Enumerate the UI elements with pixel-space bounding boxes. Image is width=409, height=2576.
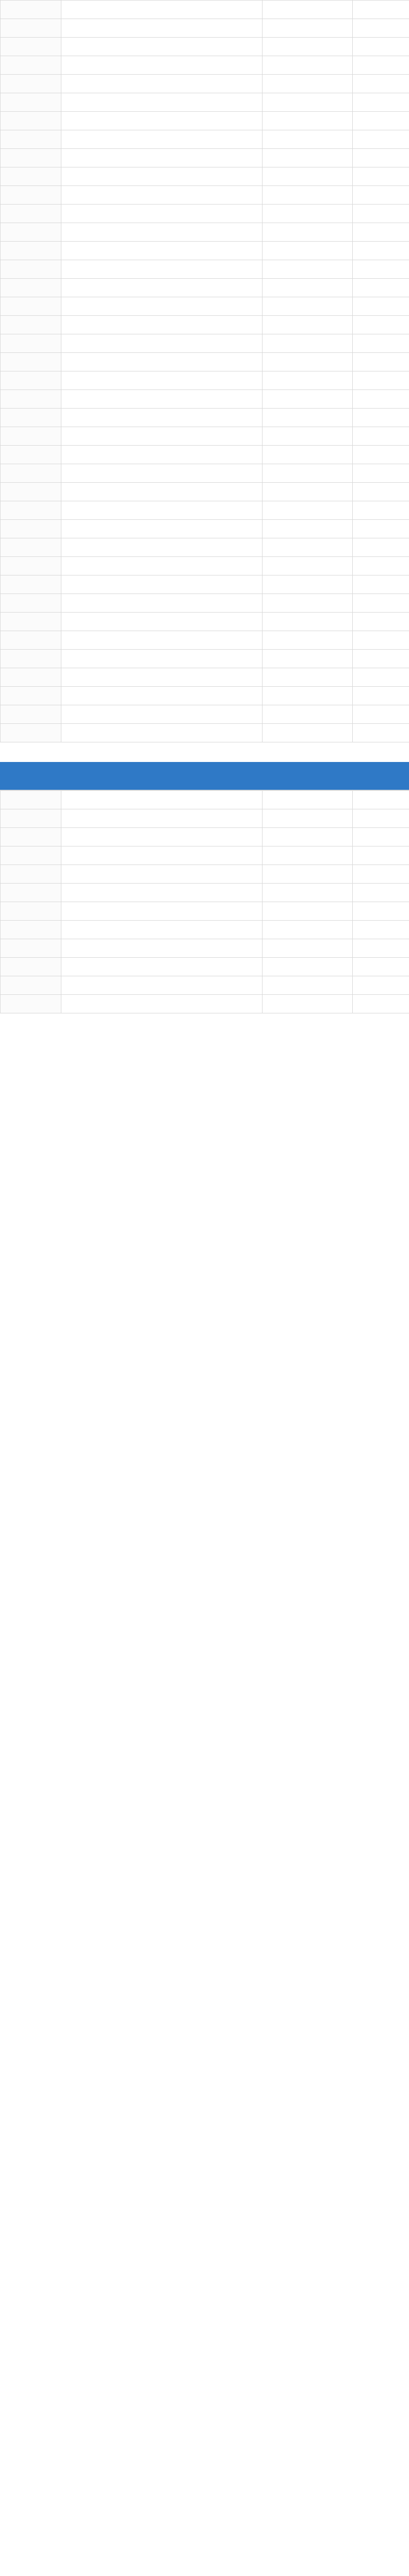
price-cell <box>263 353 353 371</box>
name-cell <box>61 668 263 687</box>
price-cell <box>263 724 353 742</box>
region-cell <box>1 75 61 93</box>
change-cell <box>353 921 409 939</box>
price-cell <box>263 205 353 223</box>
region-cell <box>1 409 61 427</box>
table-row <box>1 846 409 865</box>
region-cell <box>1 687 61 705</box>
change-cell <box>353 995 409 1013</box>
table-row <box>1 705 409 724</box>
name-cell <box>61 75 263 93</box>
table-row <box>1 38 409 56</box>
change-cell <box>353 409 409 427</box>
price-cell <box>263 446 353 464</box>
price-cell <box>263 223 353 242</box>
table-row <box>1 409 409 427</box>
price-cell <box>263 884 353 902</box>
region-cell <box>1 575 61 594</box>
region-cell <box>1 668 61 687</box>
region-cell <box>1 865 61 884</box>
table-row <box>1 520 409 538</box>
change-cell <box>353 75 409 93</box>
price-cell <box>263 279 353 297</box>
region-cell <box>1 594 61 613</box>
change-cell <box>353 557 409 575</box>
name-cell <box>61 93 263 112</box>
change-cell <box>353 791 409 809</box>
table-row <box>1 186 409 205</box>
change-cell <box>353 19 409 38</box>
price-cell <box>263 186 353 205</box>
change-cell <box>353 828 409 846</box>
name-cell <box>61 791 263 809</box>
region-cell <box>1 828 61 846</box>
change-cell <box>353 809 409 828</box>
region-cell <box>1 130 61 149</box>
name-cell <box>61 594 263 613</box>
table-row <box>1 668 409 687</box>
change-cell <box>353 613 409 631</box>
table-row <box>1 557 409 575</box>
region-cell <box>1 93 61 112</box>
price-cell <box>263 650 353 668</box>
name-cell <box>61 884 263 902</box>
change-cell <box>353 427 409 446</box>
name-cell <box>61 865 263 884</box>
price-cell <box>263 334 353 353</box>
table-row <box>1 279 409 297</box>
name-cell <box>61 995 263 1013</box>
name-cell <box>61 1 263 19</box>
price-cell <box>263 828 353 846</box>
table-row <box>1 167 409 186</box>
price-cell <box>263 501 353 520</box>
region-cell <box>1 223 61 242</box>
name-cell <box>61 921 263 939</box>
name-cell <box>61 613 263 631</box>
change-cell <box>353 865 409 884</box>
name-cell <box>61 353 263 371</box>
price-cell <box>263 865 353 884</box>
change-cell <box>353 260 409 279</box>
table-row <box>1 995 409 1013</box>
change-cell <box>353 501 409 520</box>
price-cell <box>263 75 353 93</box>
table-row <box>1 464 409 483</box>
region-cell <box>1 353 61 371</box>
price-cell <box>263 149 353 167</box>
region-cell <box>1 242 61 260</box>
name-cell <box>61 650 263 668</box>
change-cell <box>353 464 409 483</box>
price-cell <box>263 316 353 334</box>
name-cell <box>61 149 263 167</box>
region-cell <box>1 167 61 186</box>
region-cell <box>1 958 61 976</box>
table-row <box>1 242 409 260</box>
region-cell <box>1 149 61 167</box>
change-cell <box>353 56 409 75</box>
change-cell <box>353 223 409 242</box>
name-cell <box>61 846 263 865</box>
region-cell <box>1 279 61 297</box>
price-cell <box>263 557 353 575</box>
table-row <box>1 613 409 631</box>
region-cell <box>1 38 61 56</box>
name-cell <box>61 130 263 149</box>
name-cell <box>61 38 263 56</box>
change-cell <box>353 976 409 995</box>
table-row <box>1 538 409 557</box>
price-cell <box>263 958 353 976</box>
region-cell <box>1 557 61 575</box>
price-cell <box>263 1 353 19</box>
name-cell <box>61 427 263 446</box>
price-cell <box>263 687 353 705</box>
region-cell <box>1 809 61 828</box>
price-cell <box>263 705 353 724</box>
region-cell <box>1 902 61 921</box>
table-row <box>1 446 409 464</box>
change-cell <box>353 594 409 613</box>
change-cell <box>353 93 409 112</box>
region-cell <box>1 520 61 538</box>
table-row <box>1 205 409 223</box>
region-cell <box>1 538 61 557</box>
region-cell <box>1 791 61 809</box>
region-cell <box>1 427 61 446</box>
region-cell <box>1 446 61 464</box>
change-cell <box>353 279 409 297</box>
change-cell <box>353 446 409 464</box>
price-cell <box>263 976 353 995</box>
name-cell <box>61 724 263 742</box>
region-cell <box>1 464 61 483</box>
table-row <box>1 884 409 902</box>
price-cell <box>263 427 353 446</box>
price-cell <box>263 19 353 38</box>
table-row <box>1 631 409 650</box>
name-cell <box>61 538 263 557</box>
price-cell <box>263 594 353 613</box>
region-cell <box>1 334 61 353</box>
table-row <box>1 56 409 75</box>
price-cell <box>263 112 353 130</box>
change-cell <box>353 483 409 501</box>
price-cell <box>263 56 353 75</box>
change-cell <box>353 371 409 390</box>
price-cell <box>263 242 353 260</box>
change-cell <box>353 38 409 56</box>
table-row <box>1 724 409 742</box>
price-cell <box>263 483 353 501</box>
change-cell <box>353 650 409 668</box>
region-cell <box>1 921 61 939</box>
table-row <box>1 865 409 884</box>
table-row <box>1 353 409 371</box>
change-cell <box>353 631 409 650</box>
table-row <box>1 260 409 279</box>
name-cell <box>61 371 263 390</box>
table-row <box>1 427 409 446</box>
name-cell <box>61 705 263 724</box>
region-cell <box>1 205 61 223</box>
change-cell <box>353 297 409 316</box>
name-cell <box>61 464 263 483</box>
price-cell <box>263 93 353 112</box>
region-cell <box>1 884 61 902</box>
name-cell <box>61 334 263 353</box>
name-cell <box>61 297 263 316</box>
table-row <box>1 809 409 828</box>
region-cell <box>1 976 61 995</box>
name-cell <box>61 828 263 846</box>
name-cell <box>61 260 263 279</box>
name-cell <box>61 976 263 995</box>
table-row <box>1 149 409 167</box>
table-row <box>1 828 409 846</box>
region-cell <box>1 186 61 205</box>
table-row <box>1 371 409 390</box>
change-cell <box>353 958 409 976</box>
name-cell <box>61 520 263 538</box>
price-cell <box>263 371 353 390</box>
price-cell <box>263 668 353 687</box>
table-row <box>1 501 409 520</box>
region-cell <box>1 631 61 650</box>
table-row <box>1 334 409 353</box>
name-cell <box>61 186 263 205</box>
section-gap <box>0 742 409 762</box>
change-cell <box>353 687 409 705</box>
price-cell <box>263 167 353 186</box>
name-cell <box>61 167 263 186</box>
change-cell <box>353 390 409 409</box>
change-cell <box>353 112 409 130</box>
price-cell <box>263 613 353 631</box>
recycled-material-price-table <box>0 0 409 742</box>
change-cell <box>353 130 409 149</box>
change-cell <box>353 353 409 371</box>
price-cell <box>263 260 353 279</box>
change-cell <box>353 334 409 353</box>
price-cell <box>263 846 353 865</box>
table-row <box>1 93 409 112</box>
name-cell <box>61 223 263 242</box>
price-cell <box>263 809 353 828</box>
name-cell <box>61 557 263 575</box>
change-cell <box>353 167 409 186</box>
change-cell <box>353 724 409 742</box>
name-cell <box>61 112 263 130</box>
region-cell <box>1 297 61 316</box>
table-row <box>1 958 409 976</box>
table-row <box>1 902 409 921</box>
price-cell <box>263 464 353 483</box>
name-cell <box>61 390 263 409</box>
table-row <box>1 316 409 334</box>
change-cell <box>353 316 409 334</box>
name-cell <box>61 687 263 705</box>
pp-section-title <box>0 762 409 790</box>
price-cell <box>263 575 353 594</box>
price-cell <box>263 631 353 650</box>
table-row <box>1 483 409 501</box>
price-cell <box>263 390 353 409</box>
table-row <box>1 1 409 19</box>
region-cell <box>1 1 61 19</box>
price-cell <box>263 791 353 809</box>
table-row <box>1 939 409 958</box>
name-cell <box>61 205 263 223</box>
table-row <box>1 594 409 613</box>
table-row <box>1 130 409 149</box>
table-row <box>1 390 409 409</box>
name-cell <box>61 242 263 260</box>
table-row <box>1 650 409 668</box>
change-cell <box>353 538 409 557</box>
change-cell <box>353 186 409 205</box>
region-cell <box>1 371 61 390</box>
region-cell <box>1 19 61 38</box>
table-row <box>1 19 409 38</box>
change-cell <box>353 520 409 538</box>
table-row <box>1 976 409 995</box>
region-cell <box>1 390 61 409</box>
price-cell <box>263 538 353 557</box>
change-cell <box>353 205 409 223</box>
region-cell <box>1 705 61 724</box>
region-cell <box>1 995 61 1013</box>
region-cell <box>1 724 61 742</box>
table-row <box>1 297 409 316</box>
change-cell <box>353 884 409 902</box>
price-cell <box>263 520 353 538</box>
change-cell <box>353 149 409 167</box>
price-cell <box>263 297 353 316</box>
name-cell <box>61 409 263 427</box>
change-cell <box>353 242 409 260</box>
name-cell <box>61 958 263 976</box>
price-cell <box>263 130 353 149</box>
name-cell <box>61 939 263 958</box>
change-cell <box>353 575 409 594</box>
price-cell <box>263 902 353 921</box>
name-cell <box>61 19 263 38</box>
name-cell <box>61 446 263 464</box>
name-cell <box>61 483 263 501</box>
pp-price-table <box>0 790 409 1013</box>
region-cell <box>1 613 61 631</box>
table-row <box>1 223 409 242</box>
change-cell <box>353 1 409 19</box>
name-cell <box>61 902 263 921</box>
region-cell <box>1 56 61 75</box>
name-cell <box>61 279 263 297</box>
table-row <box>1 75 409 93</box>
table-row <box>1 112 409 130</box>
region-cell <box>1 846 61 865</box>
change-cell <box>353 939 409 958</box>
price-cell <box>263 939 353 958</box>
name-cell <box>61 501 263 520</box>
change-cell <box>353 705 409 724</box>
price-cell <box>263 409 353 427</box>
region-cell <box>1 316 61 334</box>
table-row <box>1 791 409 809</box>
name-cell <box>61 575 263 594</box>
name-cell <box>61 56 263 75</box>
region-cell <box>1 501 61 520</box>
change-cell <box>353 846 409 865</box>
region-cell <box>1 260 61 279</box>
table-row <box>1 921 409 939</box>
region-cell <box>1 112 61 130</box>
name-cell <box>61 809 263 828</box>
change-cell <box>353 668 409 687</box>
price-cell <box>263 921 353 939</box>
region-cell <box>1 650 61 668</box>
price-cell <box>263 995 353 1013</box>
table-row <box>1 687 409 705</box>
region-cell <box>1 483 61 501</box>
price-cell <box>263 38 353 56</box>
name-cell <box>61 316 263 334</box>
change-cell <box>353 902 409 921</box>
name-cell <box>61 631 263 650</box>
region-cell <box>1 939 61 958</box>
table-row <box>1 575 409 594</box>
